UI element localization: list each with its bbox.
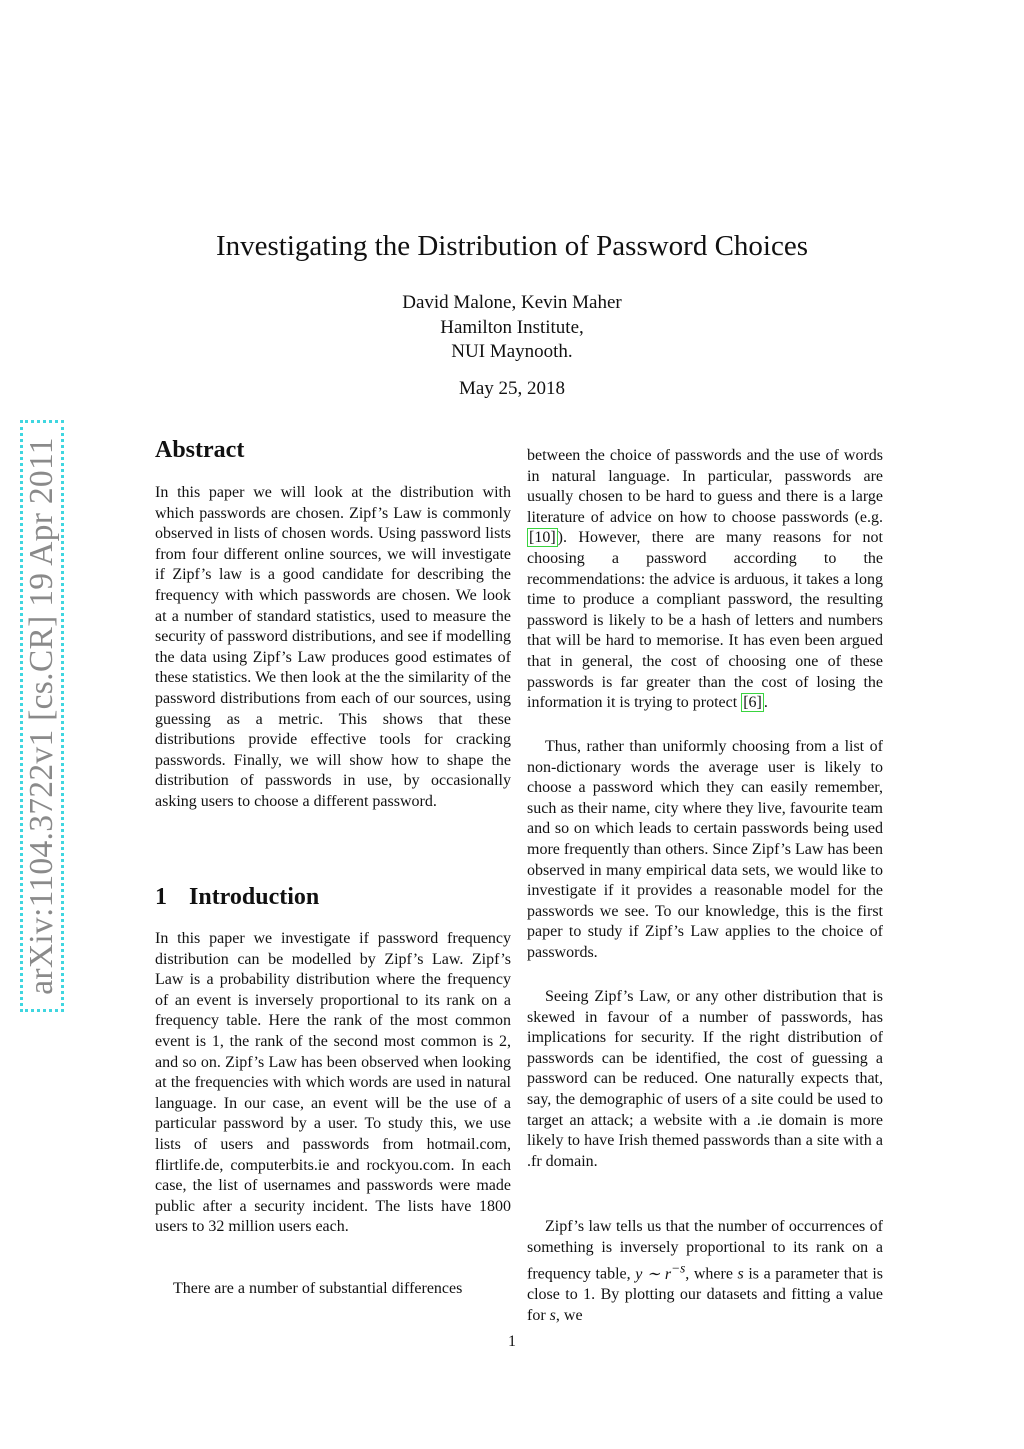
intro-p2-text-a: between the choice of passwords and the use of words in natural language. In particular, passwords are usually chosen to be hard to guess and there is a large literature of advice on how to choose passwords (e.g. (527, 447, 883, 526)
paper-date: May 25, 2018 (458, 378, 566, 399)
author-block (0, 291, 1024, 365)
intro-p5-text-d: , we (555, 1306, 583, 1324)
intro-p2-text-c: . (763, 694, 768, 712)
zipf-formula-base: y ∼ r (635, 1265, 672, 1283)
intro-paragraph-1: In this paper we investigate if password frequency distribution can be modelled by Zipf’s Law. Zipf’s Law is a probability distribution where the frequency of an event is inversely proportional to its rank on a frequency table. Here the rank of the most common event is 1, the rank of the second most common is 2, and so on. Zipf’s Law has been observed when looking at the frequencies with which words are used in natural language. In our case, an event will be the use of a particular password by a user. To study this, we use lists of users and passwords from hotmail.com, flirtlife.de, computerbits.ie and rockyou.com. In each case, the list of usernames and passwords were made public after a security incident. The lists have 1800 users to 32 million users each. (155, 930, 511, 1236)
intro-paragraph-2-continued (527, 446, 883, 714)
page-number: 1 (508, 1333, 516, 1350)
citation-link-6[interactable]: [6] (743, 694, 762, 712)
intro-paragraph-3: Thus, rather than uniformly choosing from a list of non-dictionary words the average user is likely to choose a password which they can easily remember, such as their name, city where they live, favourite team and so on which leads to certain passwords being used more frequently than others. Since Zipf’s Law has been observed in many empirical data sets, we would like to investigate if it provides a reasonable model for the passwords we see. To our knowledge, this is the first paper to study if Zipf’s Law applies to the choice of passwords. (527, 738, 883, 961)
section-number: 1 (155, 884, 167, 910)
intro-paragraph-4: Seeing Zipf’s Law, or any other distribution that is skewed in favour of a number of passwords, has implications for security. If the right distribution of passwords can be identified, the cost of guessing a password can be reduced. One naturally expects that, say, the demographic of users of a site could be used to target an attack; a website with a .ie domain is more likely to have Irish themed passwords than a site with a .fr domain. (527, 988, 883, 1170)
parameter-s: s (737, 1265, 744, 1283)
affiliation-institute: Hamilton Institute, (440, 316, 584, 338)
intro-p2-text-b: ). However, there are many reasons for not choosing a password according to the recommendations: the advice is arduous, it takes a long time to produce a compliant password, the resulting password is likely to be a hash of letters and numbers that will be hard to memorise. It has even been argued that in general, the cost of choosing one of these passwords is far greater than the cost of losing the information it is trying to protect (527, 529, 883, 712)
affiliation-university: NUI Maynooth. (451, 341, 573, 362)
arxiv-identifier[interactable]: arXiv:1104.3722v1 [cs.CR] 19 Apr 2011 (23, 437, 60, 995)
intro-p5-text-a: Zipf’s law tells us that the number of occurrences of something is inversely proportional to its rank on a frequency table, (527, 1218, 883, 1283)
zipf-formula (635, 1260, 686, 1283)
citation-link-10[interactable]: [10] (529, 529, 556, 547)
paper-title: Investigating the Distribution of Password Choices (215, 230, 809, 262)
abstract-heading: Abstract (155, 437, 245, 463)
section-heading-introduction (155, 884, 319, 911)
intro-paragraph-5 (527, 1217, 883, 1326)
intro-p5-text-b: , where (685, 1265, 738, 1283)
author-names: David Malone, Kevin Maher (402, 292, 622, 313)
zipf-formula-exponent: −s (671, 1260, 686, 1276)
intro-paragraph-2-start: There are a number of substantial differences (173, 1280, 463, 1297)
parameter-s-second: s (549, 1306, 556, 1324)
section-title: Introduction (189, 884, 320, 910)
arxiv-stamp[interactable] (20, 420, 64, 1012)
intro-p5-text-c: is a parameter that is close to 1. By plotting our datasets and fitting a value for (527, 1265, 884, 1324)
abstract-text: In this paper we will look at the distribution with which passwords are chosen. Zipf’s Law is commonly observed in lists of chosen words. Using password lists from four different online sources, we will investigate if Zipf’s law is a good candidate for describing the frequency with which passwords are chosen. We look at a number of standard statistics, used to measure the security of password distributions, and see if modelling the data using Zipf’s Law produces good estimates of these statistics. We then look at the the similarity of the password distributions from each of our sources, using guessing as a metric. This shows that these distributions provide effective tools for cracking passwords. Finally, we will show how to shape the distribution of passwords in use, by occasionally asking users to choose a different password. (155, 484, 511, 810)
